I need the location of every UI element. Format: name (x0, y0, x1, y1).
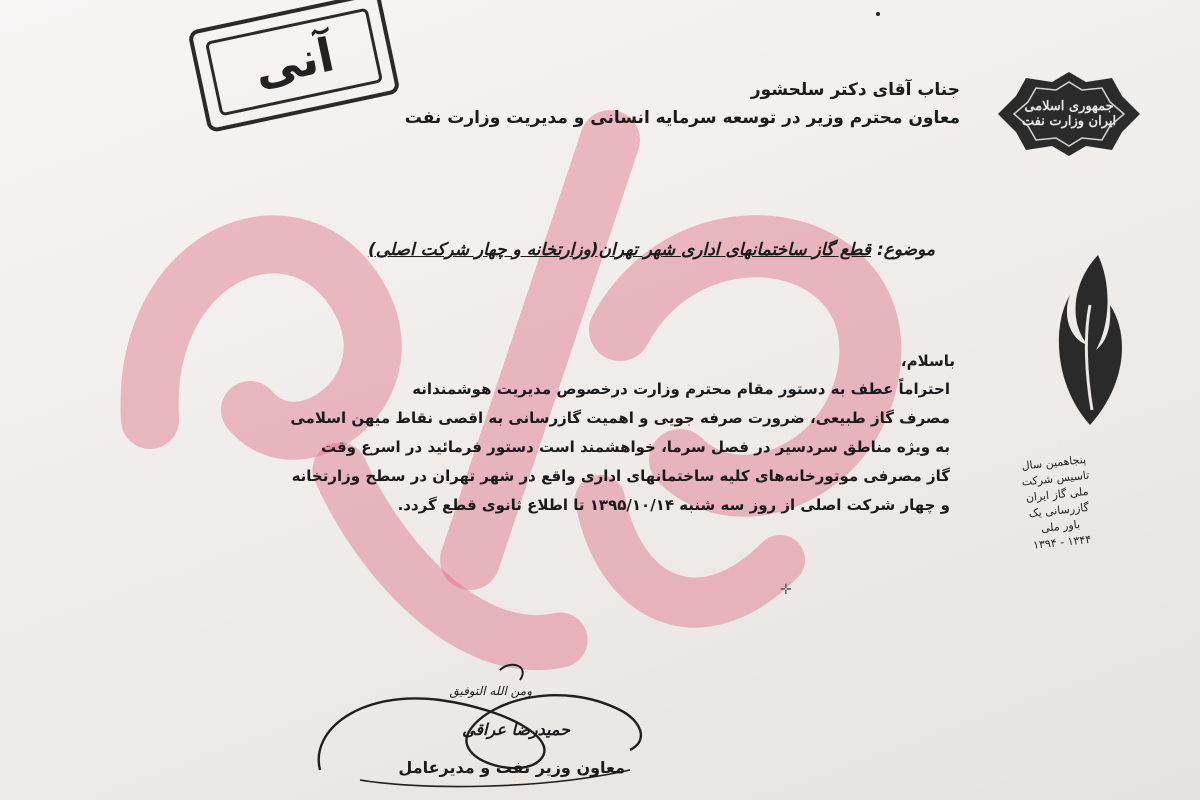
watermark-curl (600, 500, 780, 603)
body-line-3: به ویژه مناطق سردسیر در فصل سرما، خواهشمند است دستور فرمائید در اسرع وقت (320, 438, 950, 456)
body-line-2: مصرف گاز طبیعی، ضرورت صرفه جویی و اهمیت گازرسانی به اقصی نقاط میهن اسلامی (290, 409, 950, 427)
ministry-emblem (994, 68, 1144, 160)
signatory-name: حمیدرضا عراقی (462, 720, 570, 739)
company-flame-logo-icon (1040, 245, 1140, 445)
body-line-4: گاز مصرفی موتورخانه‌های کلیه ساختمانهای اداری واقع در شهر تهران در سطح وزارتخانه (291, 467, 950, 485)
body-line-1: احتراماً عطف به دستور مقام محترم وزارت درخصوص مدیریت هوشمندانه (412, 380, 950, 398)
urgent-stamp (187, 0, 400, 133)
recipient-title: معاون محترم وزیر در توسعه سرمایه انسانی و مدیریت وزارت نفت (404, 108, 960, 128)
watermark-arc-left (150, 244, 373, 430)
subject-line (368, 240, 935, 260)
body-line-5: و چهار شرکت اصلی از روز سه شنبه ۱۳۹۵/۱۰/۱۴ تا اطلاع ثانوی قطع گردد. (397, 496, 950, 514)
greeting: باسلام، (900, 352, 955, 370)
subject-label: موضوع: (876, 240, 935, 260)
anniversary-line-2: گازرسانی یک باور ملی (1028, 500, 1090, 535)
scan-dot (876, 12, 880, 16)
subject-text: قطع گاز ساختمانهای اداری شهر تهران(وزارتخانه و چهار شرکت اصلی) (367, 240, 872, 260)
recipient-line: جناب آقای دکتر سلحشور (750, 80, 960, 100)
closing-phrase: ومن الله التوفیق (449, 684, 532, 698)
signatory-position: معاون وزیر نفت و مدیرعامل (398, 758, 625, 777)
anniversary-line-3: ۱۳۴۴ - ۱۳۹۴ (1032, 532, 1092, 552)
scan-crosshair-icon: ✛ (780, 582, 792, 598)
urgent-stamp-text: آنی (205, 8, 383, 117)
emblem-text: جمهوری اسلامی ایران وزارت نفت (1021, 99, 1117, 129)
anniversary-line-1: پنجاهمین سال تاسیس شرکت ملی گاز ایران (1020, 452, 1090, 505)
anniversary-note (1013, 451, 1103, 554)
